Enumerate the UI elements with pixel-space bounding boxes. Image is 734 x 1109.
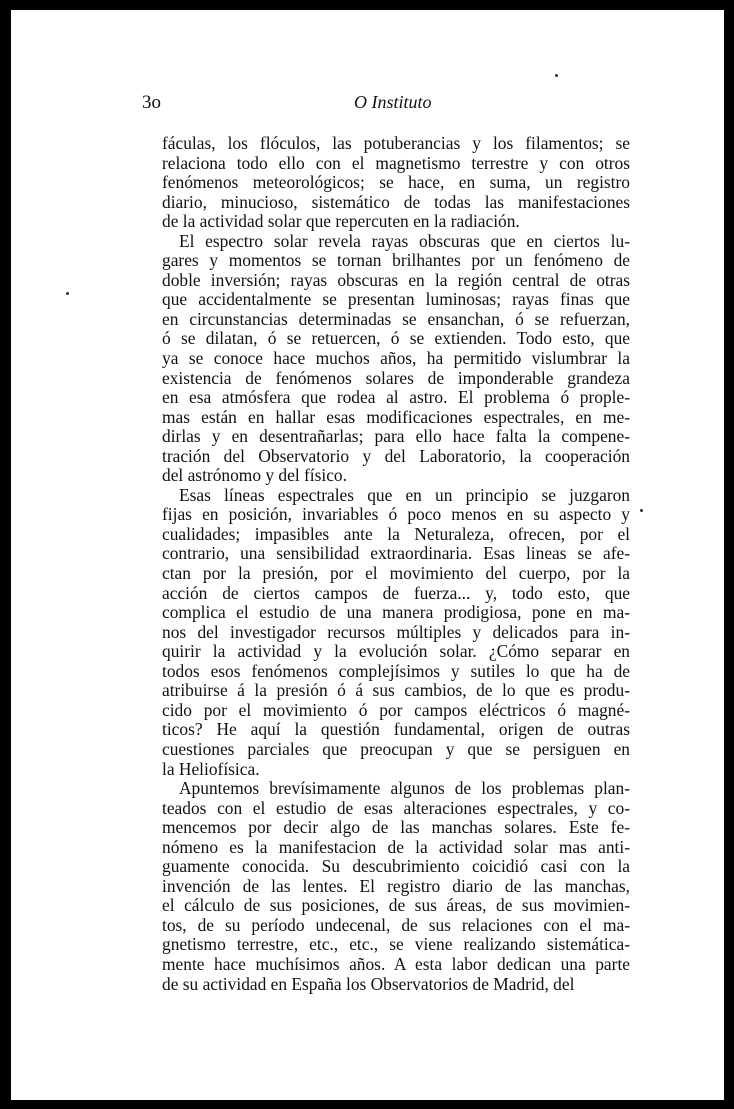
text-line: todos esos fenómenos complejísimos y sutiles lo que ha de (162, 661, 630, 681)
text-line: cido por el movimiento ó por campos eléctricos ó magné- (162, 700, 630, 720)
text-line: existencia de fenómenos solares de imponderable grandeza (162, 368, 630, 388)
text-line: El espectro solar revela rayas obscuras que en ciertos lu- (179, 231, 630, 251)
text-line: tos, de su período undecenal, de sus relaciones con el ma- (162, 915, 630, 935)
text-line: de su actividad en España los Observatorios de Madrid, del (162, 974, 575, 994)
text-line: complica el estudio de una manera prodigiosa, pone en ma- (162, 603, 630, 623)
text-line: mas están en hallar esas modificaciones espectrales, en me- (162, 407, 630, 427)
text-line: ctan por la presión, por el movimiento del cuerpo, por la (162, 564, 630, 584)
running-title: O Instituto (354, 92, 432, 112)
text-line: que accidentalmente se presentan luminosas; rayas finas que (162, 290, 630, 310)
text-line: cuestiones parciales que preocupan y que se persiguen en (162, 739, 630, 759)
text-line: ticos? He aquí la questión fundamental, origen de outras (162, 720, 630, 740)
text-line: invención de las lentes. El registro diario de las manchas, (162, 876, 630, 896)
text-line: contrario, una sensibilidad extraordinaria. Esas lineas se afe- (162, 544, 630, 564)
text-line: Apuntemos brevísimamente algunos de los problemas plan- (179, 779, 630, 799)
text-line: fáculas, los flóculos, las potuberancias y los filamentos; se (162, 134, 630, 153)
text-line: la Heliofísica. (162, 759, 260, 779)
text-line: gares y momentos se tornan brilhantes por un fenómeno de (162, 251, 630, 271)
text-line: diario, minucioso, sistemático de todas las manifestaciones (162, 192, 630, 212)
text-line: mente hace muchísimos años. A esta labor dedican una parte (162, 954, 630, 974)
page-number: 3o (142, 92, 161, 113)
text-line: fijas en posición, invariables ó poco menos en su aspecto y (162, 505, 630, 525)
text-line: de la actividad solar que repercuten en la radiación. (162, 212, 520, 232)
paragraph (162, 232, 630, 486)
speck-mark (640, 509, 643, 512)
paragraph (162, 486, 630, 779)
text-line: gnetismo terrestre, etc., etc., se viene realizando sistemática- (162, 935, 630, 955)
body-text (162, 134, 630, 994)
text-line: ó se dilatan, ó se retuercen, ó se extienden. Todo esto, que (162, 329, 630, 349)
page-header (11, 92, 724, 116)
text-line: nos del investigador recursos múltiples y delicados para in- (162, 622, 630, 642)
text-line: quirir la actividad y la evolución solar. ¿Cómo separar en (162, 642, 630, 662)
text-line: acción de ciertos campos de fuerza... y, todo esto, que (162, 583, 630, 603)
text-line: Esas líneas espectrales que en un principio se juzgaron (179, 485, 630, 505)
text-line: fenómenos meteorológicos; se hace, en suma, un registro (162, 173, 630, 193)
text-line: cualidades; impasibles ante la Neturaleza, ofrecen, por el (162, 524, 630, 544)
text-line: nómeno es la manifestacion de la actividad solar mas anti- (162, 837, 630, 857)
speck-mark (555, 74, 558, 77)
text-line: relaciona todo ello con el magnetismo terrestre y con otros (162, 153, 630, 173)
text-line: dirlas y en desentrañarlas; para ello hace falta la compene- (162, 427, 630, 447)
text-line: del astrónomo y del físico. (162, 466, 347, 486)
text-line: ya se conoce hace muchos años, ha permitido vislumbrar la (162, 349, 630, 369)
text-line: tración del Observatorio y del Laboratorio, la cooperación (162, 446, 630, 466)
text-line: guamente conocida. Su descubrimiento coicidió casi con la (162, 857, 630, 877)
paragraph (162, 134, 630, 232)
paragraph (162, 779, 630, 994)
text-line: el cálculo de sus posiciones, de sus áreas, de sus movimien- (162, 896, 630, 916)
text-line: en circunstancias determinadas se ensanchan, ó se refuerzan, (162, 309, 630, 329)
text-line: atribuirse á la presión ó á sus cambios, de lo que es produ- (162, 681, 630, 701)
text-line: teados con el estudio de esas alteraciones espectrales, y co- (162, 798, 630, 818)
text-line: mencemos por decir algo de las manchas solares. Este fe- (162, 818, 630, 838)
speck-mark (66, 292, 69, 295)
text-line: doble inversión; rayas obscuras en la región central de otras (162, 270, 630, 290)
text-line: en esa atmósfera que rodea al astro. El problema ó prople- (162, 388, 630, 408)
book-page (11, 10, 724, 1100)
